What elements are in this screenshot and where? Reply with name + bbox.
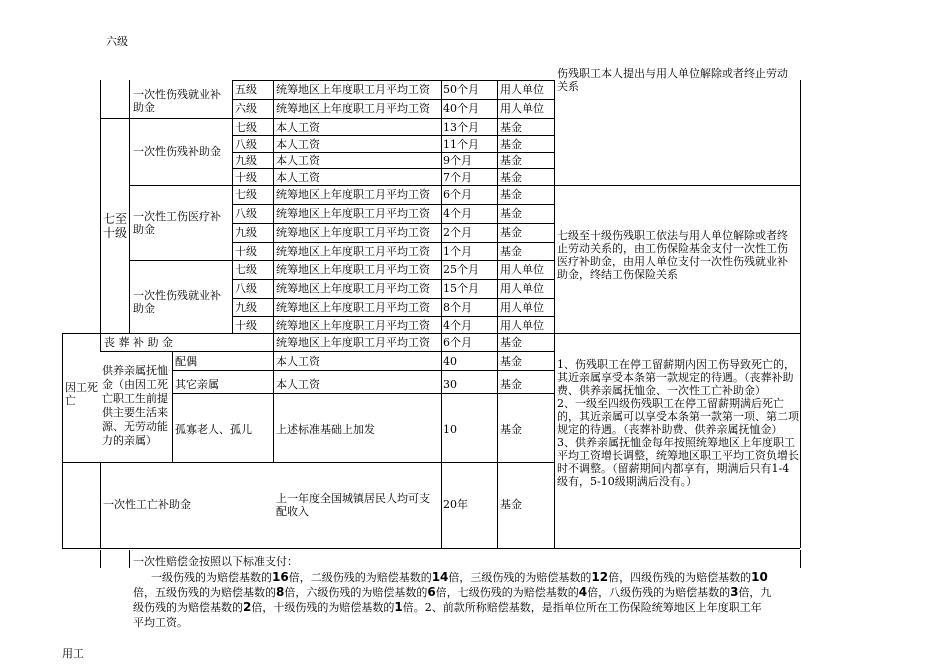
amount-cell: 6个月: [443, 188, 472, 201]
basis-cell: 统筹地区上年度职工月平均工资: [276, 301, 430, 314]
basis-cell: 本人工资: [276, 355, 320, 368]
basis-cell: 统筹地区上年度职工月平均工资: [276, 226, 430, 239]
grade-group-7-10-label: 七至十级: [103, 212, 128, 240]
payer-cell: 用人单位: [500, 263, 544, 276]
amount-cell: 40个月: [443, 102, 479, 115]
grade-cell: 九级: [235, 301, 257, 314]
employment-subsidy-name: 一次性伤残就业补助金: [133, 289, 221, 315]
basis-cell: 统筹地区上年度职工月平均工资: [276, 102, 430, 115]
relation-cell: 孤寡老人、孤儿: [175, 423, 252, 436]
basis-cell: 本人工资: [276, 138, 320, 151]
basis-cell: 本人工资: [276, 378, 320, 391]
basis-cell: 统筹地区上年度职工月平均工资: [276, 207, 430, 220]
relation-cell: 配偶: [175, 355, 197, 368]
block-a-item-name: 一次性伤残就业补助金: [133, 88, 221, 114]
compensation-text: [133, 570, 803, 630]
amount-cell: 4个月: [443, 207, 472, 220]
grade-cell: 十级: [235, 171, 257, 184]
death-lump-sum-payer: 基金: [500, 498, 522, 511]
death-note-3: 3、供养亲属抚恤金每年按照统筹地区上年度职工平均工资增长调整，统筹地区职工平均工资负增长时不调整。（留薪期间内都享有，期满后只有1-4级有，5-10级期满后没有。）: [557, 436, 799, 488]
dependents-pension-name: 供养亲属抚恤金（由因工死亡职工生前提供主要生活来源、无劳动能力的亲属）: [102, 364, 168, 447]
amount-cell: 2个月: [443, 226, 472, 239]
payer-cell: 用人单位: [500, 319, 544, 332]
death-lump-sum-basis: 上一年度全国城镇居民人均可支配收入: [276, 492, 430, 518]
payer-cell: 基金: [500, 154, 522, 167]
grade-cell: 九级: [235, 226, 257, 239]
block-a-note: 伤残职工本人提出与用人单位解除或者终止劳动关系: [557, 67, 788, 93]
amount-cell: 7个月: [443, 171, 472, 184]
basis-cell: 统筹地区上年度职工月平均工资: [276, 263, 430, 276]
grade-cell: 八级: [235, 207, 257, 220]
grade-cell: 八级: [235, 282, 257, 295]
funeral-subsidy-name: 丧 葬 补 助 金: [104, 336, 173, 349]
header-grade-label: 六级: [106, 35, 128, 48]
payer-cell: 基金: [500, 355, 522, 368]
payer-cell: 用人单位: [500, 83, 544, 96]
grade-cell: 五级: [235, 83, 257, 96]
grade-cell: 六级: [235, 102, 257, 115]
relation-cell: 其它亲属: [175, 378, 219, 391]
grade-cell: 十级: [235, 319, 257, 332]
compensation-line-1: 一级伤残的为赔偿基数的16倍，二级伤残的为赔偿基数的14倍，三级伤残的为赔偿基数的12倍，四级伤残的为赔偿基数的10: [151, 570, 768, 584]
compensation-line-3: 级伤残的为赔偿基数的2倍，十级伤残的为赔偿基数的1倍。2、前款所称赔偿基数，是指单位所在工伤保险统筹地区上年度职工年: [133, 600, 762, 614]
amount-cell: 9个月: [443, 154, 472, 167]
grade-cell: 七级: [235, 188, 257, 201]
funeral-amount: 6个月: [443, 336, 472, 349]
amount-cell: 50个月: [443, 83, 479, 96]
payer-cell: 基金: [500, 138, 522, 151]
basis-cell: 本人工资: [276, 121, 320, 134]
payer-cell: 基金: [500, 245, 522, 258]
basis-cell: 统筹地区上年度职工月平均工资: [276, 282, 430, 295]
amount-cell: 4个月: [443, 319, 472, 332]
payer-cell: 基金: [500, 188, 522, 201]
payer-cell: 用人单位: [500, 102, 544, 115]
funeral-basis: 统筹地区上年度职工月平均工资: [276, 336, 430, 349]
amount-cell: 1个月: [443, 245, 472, 258]
basis-cell: 统筹地区上年度职工月平均工资: [276, 83, 430, 96]
basis-cell: 统筹地区上年度职工月平均工资: [276, 319, 430, 332]
footer-label: 用工: [62, 647, 84, 660]
basis-cell: 统筹地区上年度职工月平均工资: [276, 245, 430, 258]
disability-subsidy-name: 一次性伤残补助金: [133, 145, 221, 158]
death-note-2: 2、一级至四级伤残职工在停工留薪期满后死亡的，其近亲属可以享受本条第一款第一项、第二项规定的待遇。（丧葬补助费、供养亲属抚恤金）: [557, 397, 799, 436]
payer-cell: 基金: [500, 226, 522, 239]
grade-cell: 九级: [235, 154, 257, 167]
compensation-line-2: 倍，五级伤残的为赔偿基数的8倍，六级伤残的为赔偿基数的6倍，七级伤残的为赔偿基数的4倍，八级伤残的为赔偿基数的3倍，九: [133, 585, 772, 599]
payer-cell: 用人单位: [500, 301, 544, 314]
death-lump-sum-name: 一次性工亡补助金: [103, 498, 191, 511]
grade-cell: 七级: [235, 121, 257, 134]
amount-cell: 8个月: [443, 301, 472, 314]
amount-cell: 25个月: [443, 263, 479, 276]
amount-cell: 40: [443, 355, 457, 368]
grade-cell: 七级: [235, 263, 257, 276]
basis-cell: 本人工资: [276, 154, 320, 167]
payer-cell: 基金: [500, 378, 522, 391]
payer-cell: 基金: [500, 121, 522, 134]
grade-cell: 十级: [235, 245, 257, 258]
payer-cell: 基金: [500, 171, 522, 184]
basis-cell: 上述标准基础上加发: [276, 423, 375, 436]
death-section-label: 因工死亡: [65, 381, 98, 407]
death-lump-sum-amount: 20年: [443, 498, 468, 511]
payer-cell: 基金: [500, 423, 522, 436]
amount-cell: 15个月: [443, 282, 479, 295]
amount-cell: 13个月: [443, 121, 479, 134]
amount-cell: 30: [443, 378, 457, 391]
amount-cell: 10: [443, 423, 457, 436]
death-notes: [557, 358, 799, 488]
medical-subsidy-name: 一次性工伤医疗补助金: [133, 210, 221, 236]
amount-cell: 11个月: [443, 138, 479, 151]
payer-cell: 用人单位: [500, 282, 544, 295]
grade-cell: 八级: [235, 138, 257, 151]
basis-cell: 统筹地区上年度职工月平均工资: [276, 188, 430, 201]
basis-cell: 本人工资: [276, 171, 320, 184]
death-note-1: 1、伤残职工在停工留薪期内因工伤导致死亡的，其近亲属享受本条第一款规定的待遇。（丧葬补助费、供养亲属抚恤金、一次性工亡补助金）: [557, 358, 795, 397]
payer-cell: 基金: [500, 207, 522, 220]
compensation-intro: 一次性赔偿金按照以下标准支付：: [133, 555, 298, 568]
funeral-payer: 基金: [500, 336, 522, 349]
compensation-line-4: 平均工资。: [133, 616, 188, 629]
group-7-10-note: 七级至十级伤残职工依法与用人单位解除或者终止劳动关系的，由工伤保险基金支付一次性工伤医疗补助金，由用人单位支付一次性伤残就业补助金，终结工伤保险关系: [557, 229, 788, 281]
